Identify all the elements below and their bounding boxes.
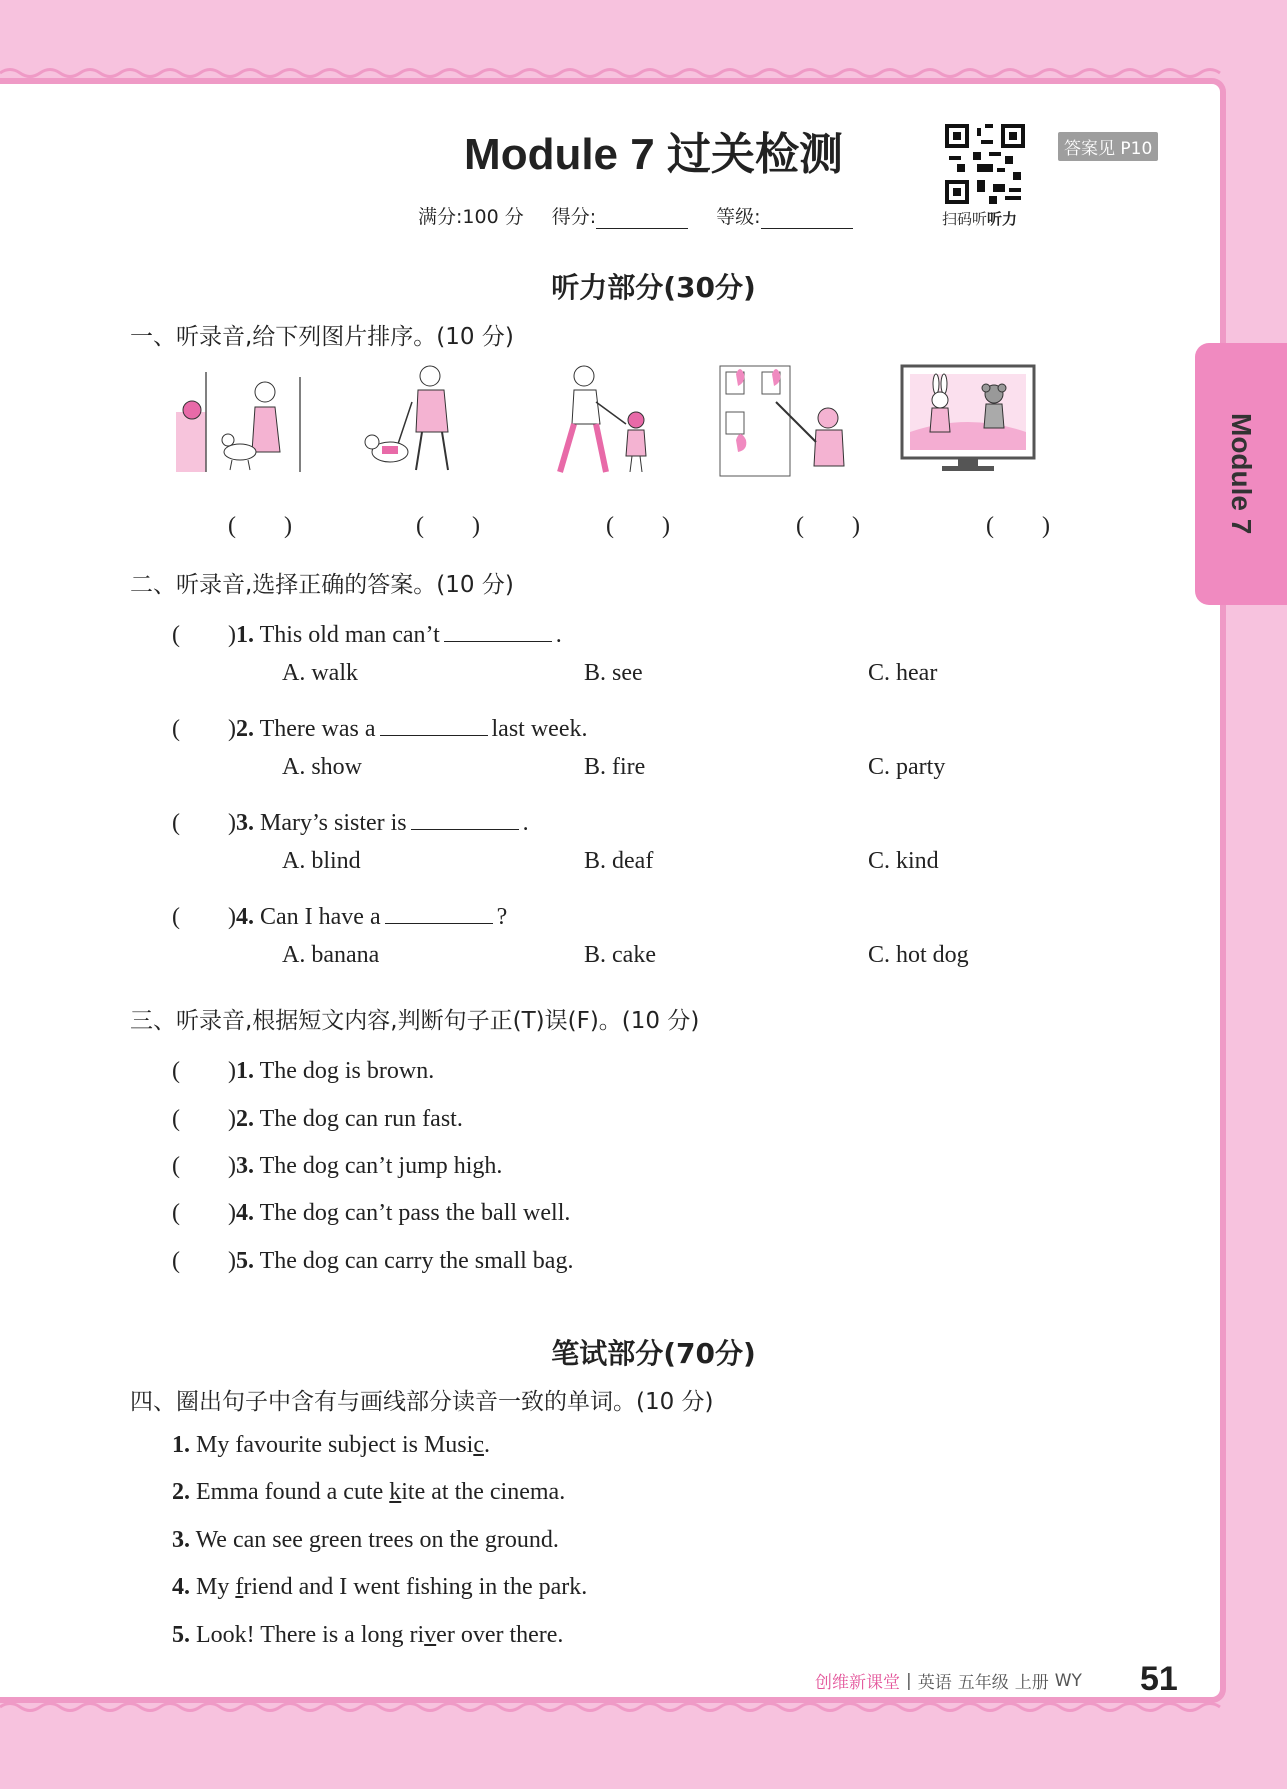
score-label: 得分: xyxy=(551,206,597,228)
option-a: A. blind xyxy=(282,848,361,874)
picture-paren-3[interactable]: ( ) xyxy=(606,513,670,539)
sentence-text: Emma found a cute xyxy=(196,1479,390,1505)
score-blank[interactable] xyxy=(596,211,688,229)
answer-paren[interactable]: ( ) xyxy=(172,1200,236,1226)
underlined-letter: k xyxy=(389,1479,402,1505)
picture-paren-4[interactable]: ( ) xyxy=(796,513,860,539)
s2-question-4 xyxy=(172,896,507,931)
question-text-end: . xyxy=(555,622,562,648)
wave-border-bottom xyxy=(0,1700,1226,1714)
answer-blank[interactable] xyxy=(380,714,488,736)
question-number: 4. xyxy=(235,904,254,930)
qr-code-icon[interactable] xyxy=(945,124,1025,204)
score-field xyxy=(552,202,688,229)
qr-label-bold: 听力 xyxy=(987,210,1018,228)
girl-dog-picture xyxy=(170,362,310,482)
option-c: C. hear xyxy=(868,660,938,686)
score-line xyxy=(418,202,853,229)
question-text: There was a xyxy=(259,716,376,742)
option-c: C. hot dog xyxy=(868,942,969,968)
item-text: The dog can carry the small bag. xyxy=(259,1248,574,1274)
s4-item-2 xyxy=(172,1479,565,1506)
section4-heading: 四、圈出句子中含有与画线部分读音一致的单词。(10 分) xyxy=(130,1389,714,1415)
side-tab-label: Module 7 xyxy=(1226,413,1257,535)
answer-paren[interactable]: ( ) xyxy=(172,904,236,930)
item-text: The dog can run fast. xyxy=(259,1106,463,1132)
question-number: 1. xyxy=(235,622,254,648)
sentence-text-end: ite at the cinema. xyxy=(401,1479,566,1505)
option-b: B. deaf xyxy=(584,848,654,874)
sentence-text: Look! There is a long ri xyxy=(196,1622,425,1648)
picture-paren-1[interactable]: ( ) xyxy=(228,513,292,539)
page-footer xyxy=(815,1668,1082,1693)
grade-field xyxy=(716,202,852,229)
s4-item-3 xyxy=(172,1527,559,1554)
underlined-letter: f xyxy=(235,1574,244,1600)
section2-heading: 二、听录音,选择正确的答案。(10 分) xyxy=(130,572,514,598)
answer-paren[interactable]: ( ) xyxy=(172,1106,236,1132)
item-number: 1. xyxy=(235,1058,254,1084)
sentence-text-end: . xyxy=(483,1432,490,1458)
option-b: B. see xyxy=(584,660,643,686)
tv-show-picture xyxy=(898,362,1038,482)
s3-item-2 xyxy=(172,1098,463,1133)
answer-paren[interactable]: ( ) xyxy=(172,810,236,836)
s3-item-5 xyxy=(172,1240,573,1275)
man-girl-picture xyxy=(534,362,674,482)
answer-badge: 答案见 P10 xyxy=(1058,132,1158,161)
item-number: 3. xyxy=(235,1153,254,1179)
answer-blank[interactable] xyxy=(444,620,552,642)
firefighter-picture xyxy=(716,362,856,482)
footer-divider: | xyxy=(906,1670,912,1691)
question-text: Mary’s sister is xyxy=(259,810,407,836)
underlined-letter: c xyxy=(473,1432,484,1458)
module-side-tab xyxy=(1195,343,1287,605)
sentence-text: My favourite subject is Musi xyxy=(196,1432,474,1458)
sentence-text-end: reen trees on the ground. xyxy=(320,1527,559,1553)
item-text: The dog can’t pass the ball well. xyxy=(259,1200,571,1226)
item-number: 4. xyxy=(235,1200,254,1226)
s4-item-5 xyxy=(172,1622,563,1649)
option-a: A. show xyxy=(282,754,363,780)
answer-paren[interactable]: ( ) xyxy=(172,716,236,742)
writing-heading: 笔试部分(70分) xyxy=(551,1337,756,1370)
item-number: 4. xyxy=(172,1574,190,1600)
item-text: The dog can’t jump high. xyxy=(259,1153,503,1179)
sentence-text-end: er over there. xyxy=(436,1622,564,1648)
question-text: Can I have a xyxy=(259,904,381,930)
s2-question-2 xyxy=(172,708,587,743)
footer-subject: 英语 xyxy=(917,1673,952,1693)
underlined-letter: g xyxy=(308,1527,321,1553)
item-number: 2. xyxy=(172,1479,190,1505)
picture-paren-row xyxy=(0,505,1287,539)
question-text-end: . xyxy=(522,810,529,836)
item-number: 3. xyxy=(172,1527,190,1553)
footer-brand: 创维新课堂 xyxy=(815,1673,900,1693)
answer-paren[interactable]: ( ) xyxy=(172,622,236,648)
s2-question-3 xyxy=(172,802,529,837)
underlined-letter: v xyxy=(424,1622,437,1648)
s3-item-1 xyxy=(172,1050,434,1085)
option-a: A. banana xyxy=(282,942,380,968)
section1-heading: 一、听录音,给下列图片排序。(10 分) xyxy=(130,324,514,350)
picture-paren-5[interactable]: ( ) xyxy=(986,513,1050,539)
option-b: B. fire xyxy=(584,754,646,780)
item-number: 2. xyxy=(235,1106,254,1132)
picture-paren-2[interactable]: ( ) xyxy=(416,513,480,539)
s4-item-1 xyxy=(172,1432,490,1459)
s2-question-1 xyxy=(172,614,562,649)
question-number: 3. xyxy=(235,810,254,836)
question-text-end: ? xyxy=(496,904,508,930)
qr-label-prefix: 扫码听 xyxy=(942,210,988,228)
wave-border-top xyxy=(0,66,1226,80)
option-c: C. party xyxy=(868,754,946,780)
s3-item-3 xyxy=(172,1145,502,1180)
answer-paren[interactable]: ( ) xyxy=(172,1248,236,1274)
option-b: B. cake xyxy=(584,942,656,968)
answer-blank[interactable] xyxy=(385,902,493,924)
footer-grade: 五年级 xyxy=(957,1673,1009,1693)
answer-paren[interactable]: ( ) xyxy=(172,1058,236,1084)
footer-edition: WY xyxy=(1054,1670,1082,1691)
blind-man-dog-picture xyxy=(352,362,492,482)
question-number: 2. xyxy=(235,716,254,742)
question-text-end: last week. xyxy=(491,716,588,742)
grade-label: 等级: xyxy=(716,206,761,228)
qr-label xyxy=(942,208,1017,229)
answer-paren[interactable]: ( ) xyxy=(172,1153,236,1179)
option-c: C. kind xyxy=(868,848,939,874)
option-a: A. walk xyxy=(282,660,358,686)
listening-heading: 听力部分(30分) xyxy=(551,271,756,304)
footer-volume: 上册 xyxy=(1014,1673,1049,1693)
item-number: 1. xyxy=(172,1432,190,1458)
section3-heading: 三、听录音,根据短文内容,判断句子正(T)误(F)。(10 分) xyxy=(130,1008,700,1034)
sentence-text: My xyxy=(196,1574,236,1600)
page-title: Module 7 过关检测 xyxy=(464,130,843,179)
page-number: 51 xyxy=(1140,1660,1178,1698)
item-number: 5. xyxy=(172,1622,190,1648)
question-text: This old man can’t xyxy=(259,622,440,648)
answer-blank[interactable] xyxy=(411,808,519,830)
item-number: 5. xyxy=(235,1248,254,1274)
full-score: 满分:100 分 xyxy=(418,206,524,228)
sentence-text: We can see xyxy=(195,1527,309,1553)
item-text: The dog is brown. xyxy=(259,1058,435,1084)
sentence-text-end: riend and I went fishing in the park. xyxy=(243,1574,588,1600)
s4-item-4 xyxy=(172,1574,587,1601)
s3-item-4 xyxy=(172,1192,570,1227)
grade-blank[interactable] xyxy=(761,211,853,229)
picture-row xyxy=(170,362,1100,492)
